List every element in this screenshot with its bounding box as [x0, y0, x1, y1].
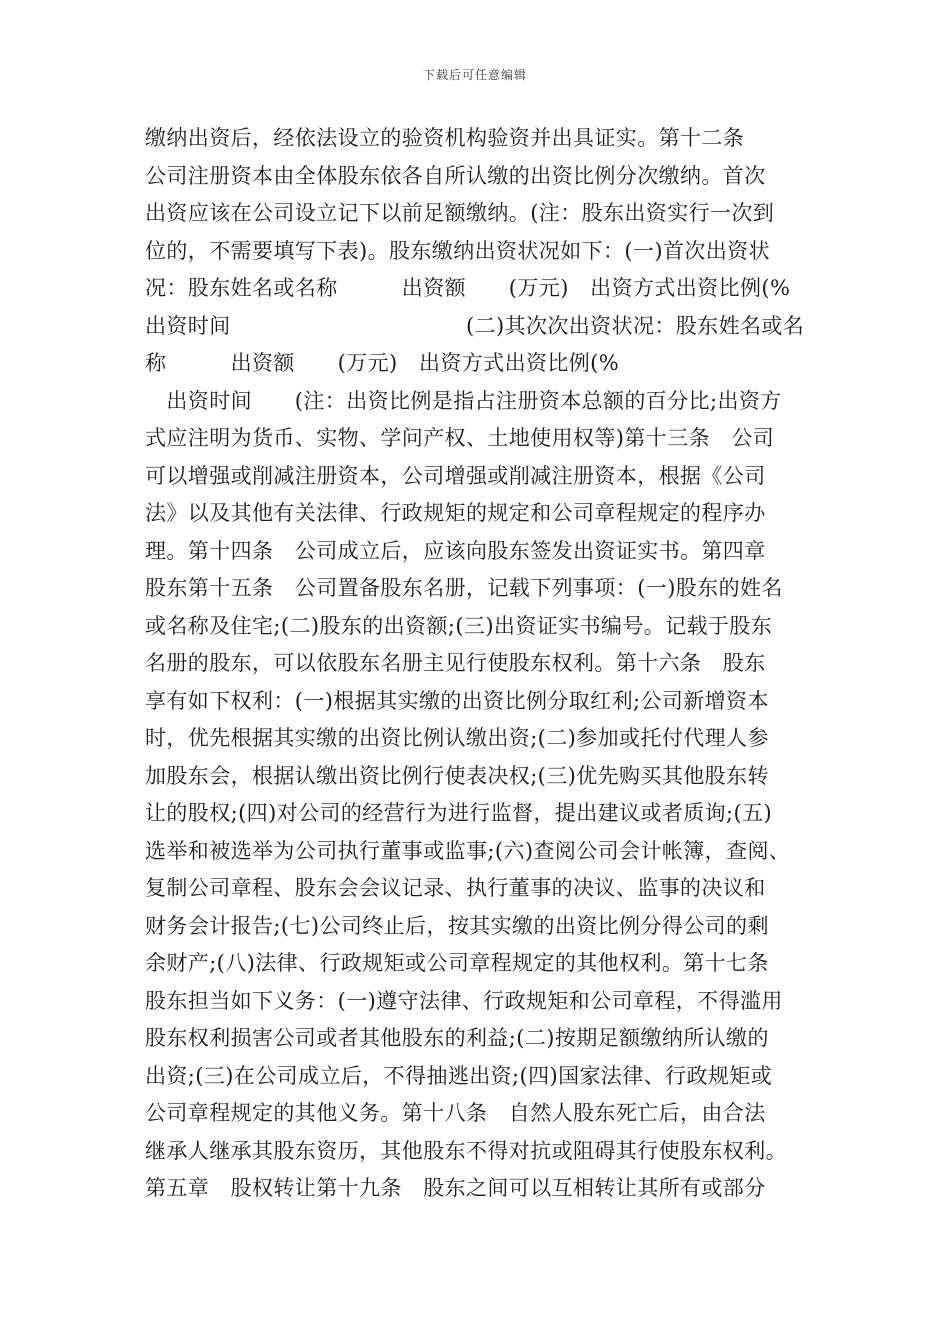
text-line: 出资;(三)在公司成立后，不得抽逃出资;(四)国家法律、行政规矩或 [145, 1063, 773, 1088]
text-line: 股东权利损害公司或者其他股东的利益;(二)按期足额缴纳所认缴的 [145, 1026, 769, 1050]
text-line: 股东第十五条 公司置备股东名册，记载下列事项：(一)股东的姓名 [145, 576, 783, 600]
text-line: 称 出资额 (万元) 出资方式出资比例(% [145, 351, 620, 375]
text-line: 余财产;(八)法律、行政规矩或公司章程规定的其他权利。第十七条 [145, 951, 769, 975]
text-line: 公司章程规定的其他义务。第十八条 自然人股东死亡后，由合法 [145, 1101, 766, 1125]
text-line: 享有如下权利：(一)根据其实缴的出资比例分取红利;公司新增资本 [145, 688, 769, 713]
text-line: 第五章 股权转让第十九条 股东之间可以互相转让其所有或部分 [145, 1176, 766, 1200]
text-line: 股东担当如下义务：(一)遵守法律、行政规矩和公司章程，不得滥用 [145, 988, 783, 1013]
text-line: 出资时间 (注：出资比例是指占注册资本总额的百分比;出资方 [145, 388, 782, 413]
text-line: 复制公司章程、股东会会议记录、执行董事的决议、监事的决议和 [145, 876, 766, 900]
text-line: 名册的股东，可以依股东名册主见行使股东权利。第十六条 股东 [145, 651, 766, 675]
text-line: 让的股权;(四)对公司的经营行为进行监督，提出建议或者质询;(五) [145, 801, 773, 825]
text-line: 式应注明为货币、实物、学问产权、土地使用权等)第十三条 公司 [145, 426, 775, 450]
text-line: 或名称及住宅;(二)股东的出资额;(三)出资证实书编号。记载于股东 [145, 613, 773, 638]
text-line: 公司注册资本由全体股东依各自所认缴的出资比例分次缴纳。首次 [145, 163, 766, 188]
text-line: 财务会计报告;(七)公司终止后，按其实缴的出资比例分得公司的剩 [145, 913, 769, 938]
text-line: 缴纳出资后，经依法设立的验资机构验资并出具证实。第十二条 [145, 126, 745, 150]
text-line: 选举和被选举为公司执行董事或监事;(六)查阅公司会计帐簿，查阅、 [145, 838, 791, 863]
text-line: 法》以及其他有关法律、行政规矩的规定和公司章程规定的程序办 [145, 501, 766, 525]
text-line: 可以增强或削减注册资本，公司增强或削减注册资本，根据《公司 [145, 463, 766, 488]
text-line: 位的，不需要填写下表)。股东缴纳出资状况如下：(一)首次出资状 [145, 238, 770, 263]
document-body [145, 120, 810, 1208]
text-line: 时，优先根据其实缴的出资比例认缴出资;(二)参加或托付代理人参 [145, 726, 769, 750]
text-line: 继承人继承其股东资历，其他股东不得对抗或阻碍其行使股东权利。 [145, 1138, 787, 1163]
text-line: 加股东会，根据认缴出资比例行使表决权;(三)优先购买其他股东转 [145, 763, 769, 788]
text-line: 出资时间 (二)其次次出资状况：股东姓名或名 [145, 313, 805, 338]
text-line: 出资应该在公司设立记下以前足额缴纳。(注：股东出资实行一次到 [145, 201, 775, 225]
text-line: 况：股东姓名或名称 出资额 (万元) 出资方式出资比例(% [145, 276, 791, 300]
page-header: 下载后可任意编辑 [422, 68, 527, 82]
text-line: 理。第十四条 公司成立后，应该向股东签发出资证实书。第四章 [145, 538, 766, 563]
